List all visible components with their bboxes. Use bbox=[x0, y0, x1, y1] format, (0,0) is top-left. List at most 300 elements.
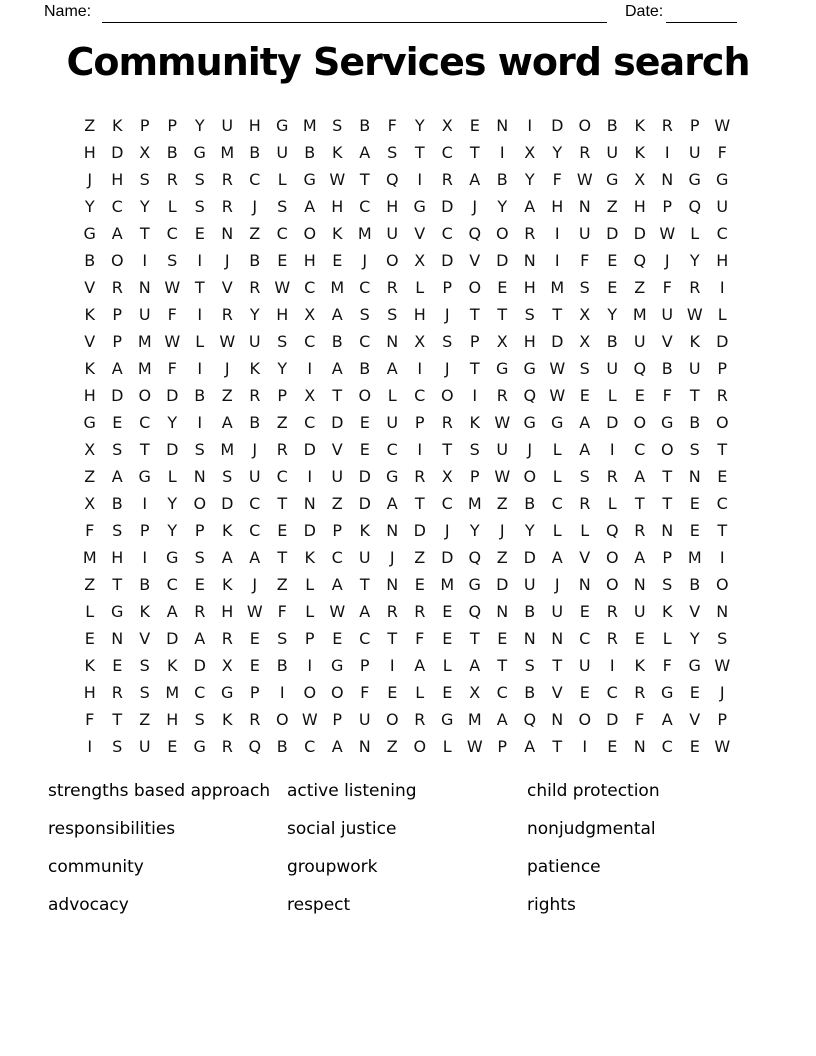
grid-letter: G bbox=[193, 737, 206, 756]
grid-letter: I bbox=[197, 359, 203, 378]
grid-letter: G bbox=[468, 575, 481, 594]
grid-letter: D bbox=[496, 251, 509, 270]
grid-letter: Z bbox=[496, 494, 508, 513]
grid-letter: D bbox=[551, 116, 564, 135]
grid-letter: G bbox=[441, 710, 454, 729]
grid-letter: J bbox=[444, 305, 450, 324]
grid-letter: T bbox=[442, 440, 453, 459]
grid-letter: P bbox=[139, 521, 150, 540]
grid-letter: Y bbox=[524, 170, 535, 189]
grid-letter: C bbox=[441, 224, 453, 243]
word-item: groupwork bbox=[287, 857, 378, 877]
grid-letter: F bbox=[662, 656, 672, 675]
grid-letter: M bbox=[440, 575, 455, 594]
grid-letter: L bbox=[442, 737, 452, 756]
grid-letter: K bbox=[84, 656, 95, 675]
grid-letter: P bbox=[689, 116, 700, 135]
grid-letter: F bbox=[635, 710, 645, 729]
grid-letter: P bbox=[304, 629, 315, 648]
grid-letter: U bbox=[661, 305, 674, 324]
grid-letter: E bbox=[442, 602, 453, 621]
grid-letter: R bbox=[689, 278, 701, 297]
grid-letter: D bbox=[496, 575, 509, 594]
grid-letter: K bbox=[84, 359, 95, 378]
grid-letter: O bbox=[523, 467, 537, 486]
grid-letter: K bbox=[359, 521, 370, 540]
grid-letter: M bbox=[137, 359, 152, 378]
grid-letter: W bbox=[714, 737, 731, 756]
grid-letter: C bbox=[111, 197, 123, 216]
grid-letter: F bbox=[360, 683, 370, 702]
grid-letter: G bbox=[303, 170, 316, 189]
grid-letter: A bbox=[386, 494, 398, 513]
grid-letter: U bbox=[386, 224, 399, 243]
grid-letter: B bbox=[524, 602, 536, 621]
grid-letter: T bbox=[414, 143, 425, 162]
grid-letter: Y bbox=[524, 521, 535, 540]
grid-letter: F bbox=[662, 386, 672, 405]
grid-letter: L bbox=[387, 386, 397, 405]
grid-letter: C bbox=[166, 224, 178, 243]
grid-letter: Y bbox=[689, 629, 700, 648]
grid-letter: R bbox=[606, 467, 618, 486]
grid-letter: L bbox=[607, 386, 617, 405]
grid-letter: K bbox=[662, 602, 673, 621]
grid-letter: T bbox=[414, 494, 425, 513]
word-item: strengths based approach bbox=[48, 781, 271, 801]
grid-letter: U bbox=[633, 602, 646, 621]
grid-letter: T bbox=[717, 440, 728, 459]
grid-letter: R bbox=[496, 386, 508, 405]
grid-letter: O bbox=[303, 224, 317, 243]
word-item: nonjudgmental bbox=[527, 819, 656, 839]
grid-letter: A bbox=[111, 467, 123, 486]
grid-letter: D bbox=[166, 629, 179, 648]
grid-letter: K bbox=[634, 116, 645, 135]
grid-letter: L bbox=[690, 224, 700, 243]
grid-letter: E bbox=[497, 278, 508, 297]
grid-letter: Q bbox=[523, 386, 537, 405]
grid-letter: L bbox=[195, 332, 205, 351]
grid-letter: G bbox=[413, 197, 426, 216]
grid-letter: T bbox=[469, 143, 480, 162]
grid-letter: A bbox=[111, 224, 123, 243]
grid-letter: U bbox=[578, 224, 591, 243]
grid-letter: E bbox=[717, 467, 728, 486]
grid-letter: S bbox=[194, 170, 205, 189]
grid-letter: H bbox=[551, 197, 564, 216]
grid-letter: A bbox=[194, 629, 206, 648]
grid-letter: B bbox=[166, 143, 178, 162]
grid-letter: S bbox=[579, 467, 590, 486]
grid-letter: G bbox=[83, 224, 96, 243]
grid-letter: N bbox=[193, 467, 206, 486]
grid-letter: T bbox=[112, 710, 123, 729]
grid-letter: B bbox=[606, 332, 618, 351]
grid-letter: S bbox=[689, 440, 700, 459]
grid-letter: E bbox=[194, 224, 205, 243]
grid-letter: D bbox=[523, 548, 536, 567]
grid-letter: A bbox=[331, 737, 343, 756]
grid-letter: W bbox=[164, 278, 181, 297]
grid-letter: H bbox=[276, 305, 289, 324]
grid-letter: R bbox=[249, 386, 261, 405]
grid-letter: S bbox=[167, 251, 178, 270]
grid-letter: F bbox=[167, 359, 177, 378]
grid-letter: O bbox=[440, 386, 454, 405]
grid-letter: X bbox=[579, 332, 591, 351]
grid-letter: Y bbox=[497, 197, 508, 216]
grid-letter: S bbox=[579, 359, 590, 378]
grid-letter: Q bbox=[468, 224, 482, 243]
grid-letter: P bbox=[112, 305, 123, 324]
grid-letter: C bbox=[249, 170, 261, 189]
grid-letter: P bbox=[332, 710, 343, 729]
grid-letter: E bbox=[249, 629, 260, 648]
grid-letter: O bbox=[110, 251, 124, 270]
grid-letter: U bbox=[138, 305, 151, 324]
grid-letter: E bbox=[167, 737, 178, 756]
grid-letter: S bbox=[194, 440, 205, 459]
grid-letter: V bbox=[331, 440, 343, 459]
grid-letter: N bbox=[661, 521, 674, 540]
grid-letter: O bbox=[330, 683, 344, 702]
grid-letter: A bbox=[221, 548, 233, 567]
grid-letter: A bbox=[579, 440, 591, 459]
grid-letter: P bbox=[442, 278, 453, 297]
grid-letter: W bbox=[329, 602, 346, 621]
grid-letter: G bbox=[138, 467, 151, 486]
grid-letter: R bbox=[249, 278, 261, 297]
grid-letter: M bbox=[330, 278, 345, 297]
grid-letter: P bbox=[194, 521, 205, 540]
grid-letter: H bbox=[523, 332, 536, 351]
grid-letter: G bbox=[221, 683, 234, 702]
grid-letter: H bbox=[166, 710, 179, 729]
name-label: Name: bbox=[44, 3, 92, 20]
grid-letter: D bbox=[166, 386, 179, 405]
grid-letter: K bbox=[112, 116, 123, 135]
grid-letter: K bbox=[222, 710, 233, 729]
grid-letter: I bbox=[664, 143, 670, 162]
grid-letter: M bbox=[357, 224, 372, 243]
grid-letter: B bbox=[359, 116, 371, 135]
grid-letter: I bbox=[554, 224, 560, 243]
grid-letter: C bbox=[579, 629, 591, 648]
grid-letter: S bbox=[387, 143, 398, 162]
grid-letter: E bbox=[579, 386, 590, 405]
word-item: community bbox=[48, 857, 144, 877]
grid-letter: O bbox=[605, 548, 619, 567]
grid-letter: T bbox=[277, 548, 288, 567]
grid-letter: M bbox=[82, 548, 97, 567]
grid-letter: W bbox=[329, 170, 346, 189]
grid-letter: I bbox=[279, 683, 285, 702]
grid-letter: S bbox=[112, 440, 123, 459]
word-search-grid bbox=[76, 112, 736, 760]
grid-letter: I bbox=[527, 116, 533, 135]
grid-letter: X bbox=[579, 305, 591, 324]
grid-letter: J bbox=[527, 440, 533, 459]
grid-letter: K bbox=[167, 656, 178, 675]
grid-letter: F bbox=[167, 305, 177, 324]
grid-letter: J bbox=[252, 440, 258, 459]
word-item: active listening bbox=[287, 781, 417, 801]
grid-letter: Y bbox=[552, 143, 563, 162]
grid-letter: N bbox=[138, 278, 151, 297]
grid-letter: K bbox=[222, 575, 233, 594]
grid-letter: E bbox=[579, 602, 590, 621]
grid-letter: A bbox=[551, 548, 563, 567]
grid-letter: D bbox=[633, 224, 646, 243]
grid-letter: U bbox=[221, 116, 234, 135]
grid-letter: R bbox=[414, 602, 426, 621]
grid-letter: Q bbox=[688, 197, 702, 216]
grid-letter: J bbox=[472, 197, 478, 216]
grid-letter: V bbox=[221, 278, 233, 297]
grid-letter: B bbox=[194, 386, 206, 405]
grid-letter: D bbox=[193, 656, 206, 675]
grid-letter: Q bbox=[605, 521, 619, 540]
grid-letter: P bbox=[469, 467, 480, 486]
grid-letter: Y bbox=[689, 251, 700, 270]
grid-letter: R bbox=[634, 521, 646, 540]
grid-letter: U bbox=[358, 710, 371, 729]
grid-letter: Z bbox=[139, 710, 151, 729]
grid-letter: Y bbox=[194, 116, 205, 135]
grid-letter: R bbox=[249, 710, 261, 729]
grid-letter: J bbox=[389, 548, 395, 567]
grid-letter: P bbox=[414, 413, 425, 432]
grid-letter: N bbox=[688, 467, 701, 486]
grid-letter: G bbox=[166, 548, 179, 567]
grid-letter: M bbox=[220, 143, 235, 162]
grid-letter: Y bbox=[167, 413, 178, 432]
grid-letter: A bbox=[634, 467, 646, 486]
grid-letter: O bbox=[193, 494, 207, 513]
grid-letter: R bbox=[606, 629, 618, 648]
word-list-column bbox=[48, 772, 287, 924]
grid-letter: B bbox=[249, 251, 261, 270]
grid-letter: M bbox=[302, 116, 317, 135]
grid-letter: H bbox=[303, 251, 316, 270]
grid-letter: G bbox=[551, 413, 564, 432]
grid-letter: X bbox=[634, 170, 646, 189]
grid-letter: V bbox=[579, 548, 591, 567]
word-item: patience bbox=[527, 857, 601, 877]
grid-letter: C bbox=[166, 575, 178, 594]
grid-letter: K bbox=[332, 143, 343, 162]
grid-letter: W bbox=[301, 710, 318, 729]
grid-letter: T bbox=[194, 278, 205, 297]
grid-letter: Q bbox=[633, 251, 647, 270]
grid-letter: T bbox=[469, 359, 480, 378]
grid-letter: T bbox=[139, 440, 150, 459]
grid-letter: D bbox=[221, 494, 234, 513]
grid-letter: L bbox=[552, 440, 562, 459]
grid-letter: C bbox=[139, 413, 151, 432]
grid-letter: R bbox=[414, 710, 426, 729]
grid-letter: U bbox=[606, 359, 619, 378]
grid-letter: B bbox=[304, 143, 316, 162]
grid-letter: M bbox=[467, 710, 482, 729]
grid-letter: B bbox=[276, 656, 288, 675]
grid-letter: S bbox=[387, 305, 398, 324]
grid-letter: F bbox=[387, 116, 397, 135]
grid-letter: N bbox=[661, 170, 674, 189]
grid-letter: U bbox=[606, 143, 619, 162]
grid-letter: B bbox=[689, 575, 701, 594]
grid-letter: I bbox=[499, 143, 505, 162]
grid-letter: A bbox=[579, 413, 591, 432]
grid-letter: V bbox=[661, 332, 673, 351]
grid-letter: E bbox=[689, 683, 700, 702]
grid-letter: S bbox=[524, 656, 535, 675]
grid-letter: W bbox=[494, 413, 511, 432]
grid-letter: I bbox=[554, 251, 560, 270]
grid-letter: R bbox=[111, 683, 123, 702]
grid-letter: K bbox=[689, 332, 700, 351]
grid-letter: A bbox=[359, 602, 371, 621]
grid-letter: S bbox=[112, 737, 123, 756]
grid-letter: N bbox=[111, 629, 124, 648]
grid-letter: S bbox=[277, 332, 288, 351]
grid-letter: X bbox=[414, 332, 426, 351]
grid-letter: I bbox=[307, 467, 313, 486]
grid-letter: G bbox=[496, 359, 509, 378]
grid-letter: C bbox=[716, 494, 728, 513]
grid-letter: H bbox=[83, 386, 96, 405]
grid-letter: E bbox=[442, 629, 453, 648]
grid-letter: E bbox=[112, 413, 123, 432]
grid-letter: I bbox=[609, 656, 615, 675]
grid-letter: F bbox=[662, 278, 672, 297]
grid-letter: S bbox=[524, 305, 535, 324]
grid-letter: U bbox=[551, 602, 564, 621]
grid-letter: J bbox=[719, 683, 725, 702]
grid-letter: C bbox=[634, 440, 646, 459]
grid-letter: X bbox=[221, 656, 233, 675]
grid-letter: D bbox=[441, 251, 454, 270]
grid-letter: S bbox=[662, 575, 673, 594]
grid-letter: E bbox=[84, 629, 95, 648]
grid-letter: G bbox=[716, 170, 729, 189]
grid-letter: H bbox=[111, 170, 124, 189]
grid-letter: W bbox=[714, 656, 731, 675]
grid-letter: B bbox=[689, 413, 701, 432]
grid-letter: D bbox=[606, 224, 619, 243]
grid-letter: G bbox=[661, 683, 674, 702]
grid-letter: N bbox=[716, 602, 729, 621]
grid-letter: I bbox=[719, 278, 725, 297]
grid-letter: I bbox=[197, 413, 203, 432]
grid-letter: T bbox=[552, 305, 563, 324]
grid-letter: D bbox=[111, 143, 124, 162]
grid-letter: X bbox=[496, 332, 508, 351]
grid-letter: A bbox=[331, 305, 343, 324]
grid-letter: P bbox=[717, 710, 728, 729]
grid-letter: K bbox=[304, 548, 315, 567]
grid-letter: A bbox=[524, 737, 536, 756]
grid-letter: D bbox=[358, 494, 371, 513]
grid-letter: B bbox=[249, 413, 261, 432]
grid-letter: R bbox=[441, 170, 453, 189]
grid-letter: V bbox=[469, 251, 481, 270]
grid-letter: E bbox=[359, 440, 370, 459]
grid-letter: W bbox=[549, 359, 566, 378]
grid-letter: E bbox=[359, 413, 370, 432]
grid-letter: Y bbox=[469, 521, 480, 540]
grid-letter: Y bbox=[607, 305, 618, 324]
grid-letter: X bbox=[84, 440, 96, 459]
grid-letter: X bbox=[469, 683, 481, 702]
grid-letter: E bbox=[497, 629, 508, 648]
grid-letter: U bbox=[276, 143, 289, 162]
grid-letter: Y bbox=[167, 521, 178, 540]
grid-letter: E bbox=[634, 386, 645, 405]
grid-letter: C bbox=[304, 737, 316, 756]
word-item: rights bbox=[527, 895, 576, 915]
grid-letter: B bbox=[524, 494, 536, 513]
grid-letter: N bbox=[496, 116, 509, 135]
grid-letter: D bbox=[166, 440, 179, 459]
grid-letter: E bbox=[607, 278, 618, 297]
grid-letter: K bbox=[634, 143, 645, 162]
grid-letter: M bbox=[467, 494, 482, 513]
grid-letter: R bbox=[414, 467, 426, 486]
grid-letter: H bbox=[83, 143, 96, 162]
grid-letter: R bbox=[716, 386, 728, 405]
grid-letter: L bbox=[607, 494, 617, 513]
grid-letter: R bbox=[579, 494, 591, 513]
grid-letter: S bbox=[359, 305, 370, 324]
grid-letter: W bbox=[494, 467, 511, 486]
grid-letter: F bbox=[415, 629, 425, 648]
grid-letter: W bbox=[466, 737, 483, 756]
grid-letter: E bbox=[579, 683, 590, 702]
grid-letter: B bbox=[661, 359, 673, 378]
grid-letter: S bbox=[717, 629, 728, 648]
grid-letter: H bbox=[221, 602, 234, 621]
grid-letter: A bbox=[331, 575, 343, 594]
grid-letter: P bbox=[497, 737, 508, 756]
grid-letter: T bbox=[469, 629, 480, 648]
grid-letter: O bbox=[578, 116, 592, 135]
grid-letter: T bbox=[662, 467, 673, 486]
grid-letter: R bbox=[634, 683, 646, 702]
grid-letter: M bbox=[632, 305, 647, 324]
grid-letter: I bbox=[417, 359, 423, 378]
grid-letter: L bbox=[305, 602, 315, 621]
grid-letter: R bbox=[221, 170, 233, 189]
grid-letter: C bbox=[249, 521, 261, 540]
grid-letter: M bbox=[137, 332, 152, 351]
grid-letter: N bbox=[578, 575, 591, 594]
grid-letter: X bbox=[304, 305, 316, 324]
grid-letter: S bbox=[469, 440, 480, 459]
grid-letter: J bbox=[224, 359, 230, 378]
grid-letter: Q bbox=[248, 737, 262, 756]
grid-letter: G bbox=[331, 656, 344, 675]
date-blank-line bbox=[666, 1, 737, 23]
grid-letter: P bbox=[249, 683, 260, 702]
grid-letter: Z bbox=[221, 386, 233, 405]
grid-letter: N bbox=[523, 629, 536, 648]
grid-letter: I bbox=[142, 494, 148, 513]
grid-letter: L bbox=[167, 467, 177, 486]
grid-letter: T bbox=[689, 386, 700, 405]
grid-letter: L bbox=[552, 521, 562, 540]
